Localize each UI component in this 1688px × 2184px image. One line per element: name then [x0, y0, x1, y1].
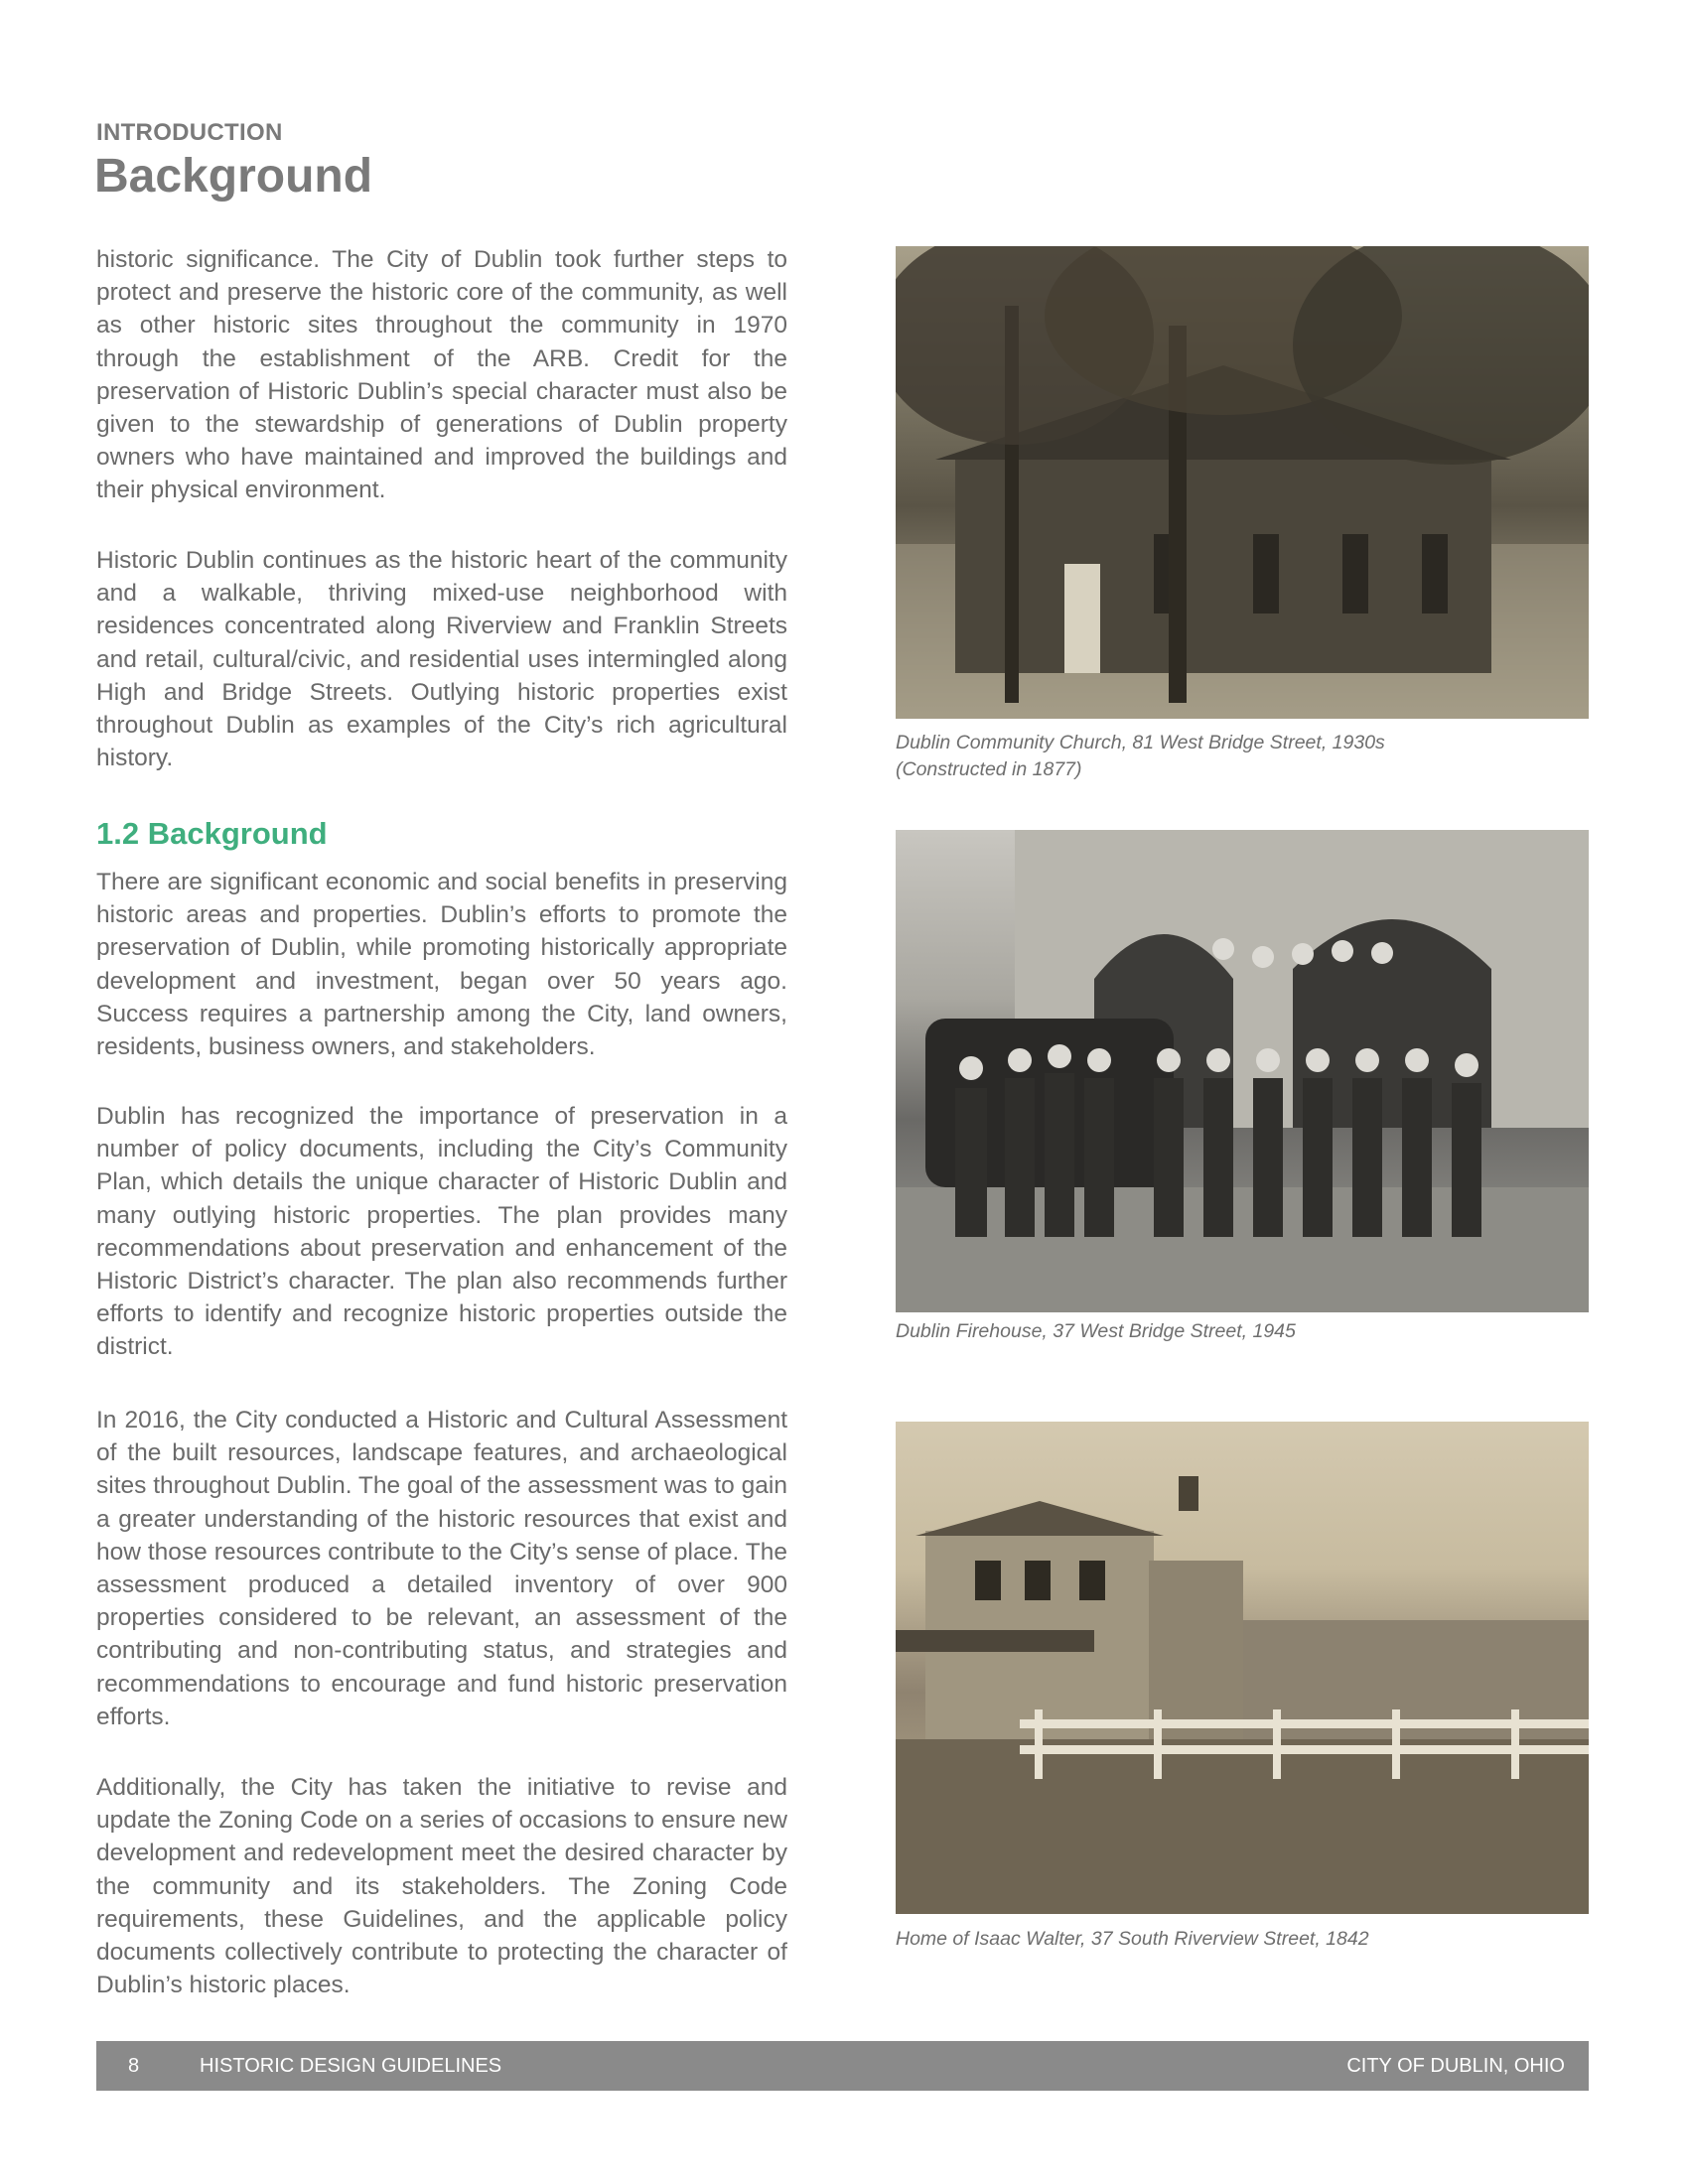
page-title: Background — [94, 150, 373, 203]
document-title: HISTORIC DESIGN GUIDELINES — [200, 2055, 502, 2077]
page-footer — [96, 2041, 1589, 2091]
body-paragraph-6: Additionally, the City has taken the initiative to revise and update the Zoning Code on a series of occasions to ensure new development and redevelopment meet the desired character by the community and its stakeholders. The Zoning Code requirements, these Guidelines, and the applicable policy documents collectively contribute to protecting the character of Dublin’s historic places. — [96, 1774, 787, 1999]
church-photo — [896, 246, 1589, 719]
body-paragraph-5: In 2016, the City conducted a Historic and Cultural Assessment of the built resources, landscape features, and archaeological sites throughout Dublin. The goal of the assessment was to gain a greater understanding of the historic resources that exist and how those resources contribute to the City’s sense of place. The assessment produced a detailed inventory of over 900 properties considered to be relevant, an assessment of the contributing and non-contributing status, and strategies and recommendations to encourage and fund historic preservation efforts. — [96, 1407, 787, 1730]
body-paragraph-2: Historic Dublin continues as the historic heart of the community and a walkable, thriving mixed-use neighborhood with residences concentrated along Riverview and Franklin Streets and retail, cultural/civic, and residential uses intermingled along High and Bridge Streets. Outlying historic properties exist throughout Dublin as examples of the City’s rich agricultural history. — [96, 547, 787, 772]
firehouse-photo-caption: Dublin Firehouse, 37 West Bridge Street, 1945 — [896, 1320, 1296, 1342]
organization-name: CITY OF DUBLIN, OHIO — [1346, 2055, 1565, 2077]
firehouse-photo — [896, 830, 1589, 1312]
church-photo-caption: Dublin Community Church, 81 West Bridge Street, 1930s (Constructed in 1877) — [896, 732, 1385, 780]
house-photo — [896, 1422, 1589, 1914]
house-photo-caption: Home of Isaac Walter, 37 South Riverview Street, 1842 — [896, 1928, 1369, 1950]
body-paragraph-3: There are significant economic and social benefits in preserving historic areas and properties. Dublin’s efforts to promote the preservation of Dublin, while promoting historically appropriate development and investment, began over 50 years ago. Success requires a partnership among the City, land owners, residents, business owners, and stakeholders. — [96, 869, 787, 1061]
body-paragraph-4: Dublin has recognized the importance of preservation in a number of policy documents, including the City’s Community Plan, which details the unique character of Historic Dublin and many outlying historic properties. The plan provides many recommendations about preservation and enhancement of the Historic District’s character. The plan also recommends further efforts to identify and recognize historic properties outside the district. — [96, 1103, 787, 1361]
body-paragraph-1: historic significance. The City of Dublin took further steps to protect and preserve the historic core of the community, as well as other historic sites throughout the community in 1970 through the establishment of the ARB. Credit for the preservation of Historic Dublin’s special character must also be given to the stewardship of generations of Dublin property owners who have maintained and improved the buildings and their physical environment. — [96, 246, 787, 504]
section-heading: 1.2 Background — [96, 816, 328, 851]
page-number: 8 — [128, 2055, 140, 2077]
section-kicker: INTRODUCTION — [96, 119, 283, 146]
